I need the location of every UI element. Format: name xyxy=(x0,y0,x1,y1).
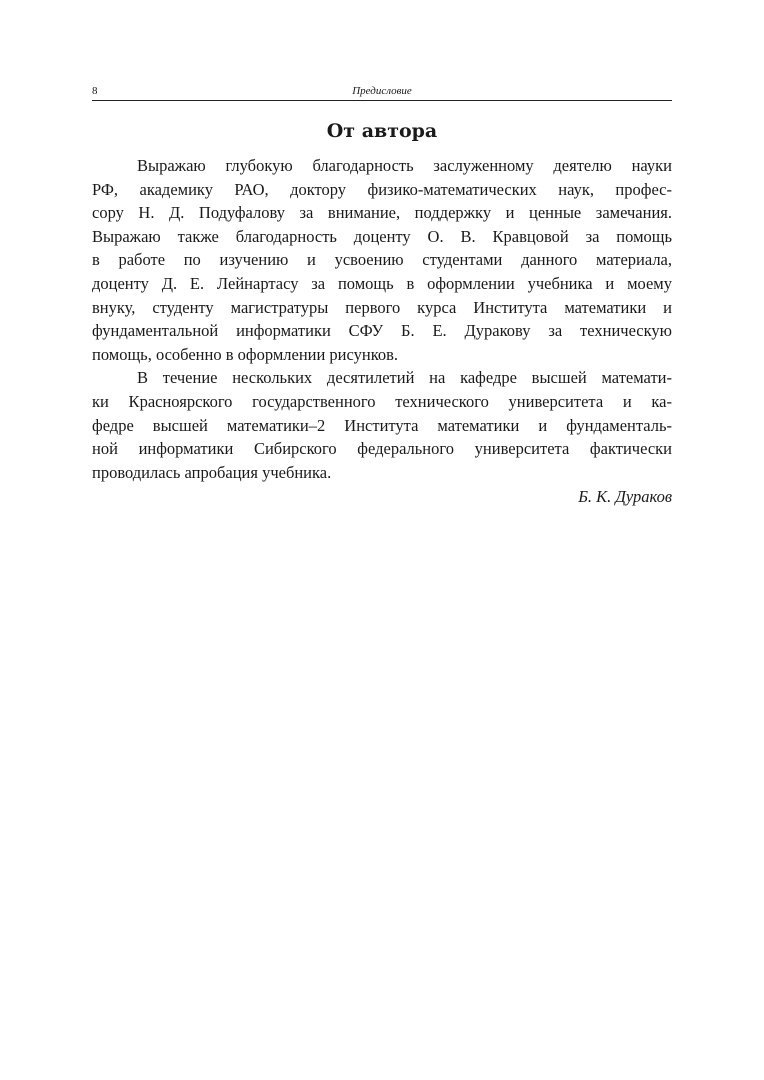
paragraph-1-line: РФ, академику РАО, доктору физико-математических наук, профес- xyxy=(92,179,672,199)
page-number: 8 xyxy=(92,85,98,97)
paragraph-2-line: В течение нескольких десятилетий на кафедре высшей математи- xyxy=(137,368,672,388)
page-title: От автора xyxy=(326,120,438,142)
paragraph-1-line: фундаментальной информатики СФУ Б. Е. Дуракову за техническую xyxy=(92,321,672,341)
paragraph-1-line: сору Н. Д. Подуфалову за внимание, поддержку и ценные замечания. xyxy=(92,203,672,223)
paragraph-1-line: в работе по изучению и усвоению студентами данного материала, xyxy=(92,250,672,270)
paragraph-2-line: ки Красноярского государственного технического университета и ка- xyxy=(92,391,672,411)
paragraph-1-line: внуку, студенту магистратуры первого курса Института математики и xyxy=(92,297,672,317)
paragraph-2-line: ной информатики Сибирского федерального университета фактически xyxy=(92,439,672,459)
section-name: Предисловие xyxy=(352,85,412,97)
paragraph-2-line: проводилась апробация учебника. xyxy=(92,462,332,482)
paragraph-1-line: помощь, особенно в оформлении рисунков. xyxy=(92,344,399,364)
running-header xyxy=(92,85,672,101)
body-text xyxy=(92,154,672,484)
paragraph-1-line: доценту Д. Е. Лейнартасу за помощь в оформлении учебника и моему xyxy=(92,273,672,293)
paragraph-2-line: федре высшей математики–2 Института математики и фундаменталь- xyxy=(92,415,672,435)
paragraph-1-line: Выражаю также благодарность доценту О. В. Кравцовой за помощь xyxy=(92,226,672,246)
author-signature: Б. К. Дураков xyxy=(578,487,672,506)
document-page xyxy=(92,0,672,1080)
paragraph-1-line: Выражаю глубокую благодарность заслуженному деятелю науки xyxy=(137,156,672,175)
